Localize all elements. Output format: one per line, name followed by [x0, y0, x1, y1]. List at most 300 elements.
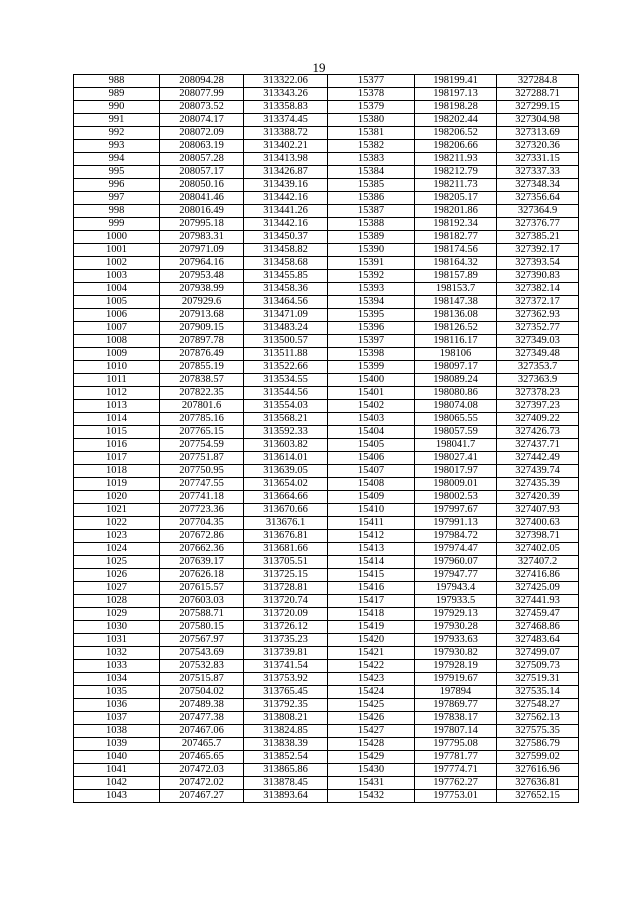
table-row [74, 634, 579, 647]
table-cell: 197930.82 [415, 647, 497, 660]
table-cell: 313388.72 [244, 127, 328, 140]
table-cell: 313726.12 [244, 621, 328, 634]
table-cell: 988 [74, 75, 160, 88]
table-cell: 198206.52 [415, 127, 497, 140]
table-cell: 197943.4 [415, 582, 497, 595]
table-cell: 207472.02 [160, 777, 244, 790]
table-cell: 327416.86 [497, 569, 579, 582]
table-cell: 1031 [74, 634, 160, 647]
table-cell: 207855.19 [160, 361, 244, 374]
table-cell: 198201.86 [415, 205, 497, 218]
table-cell: 198136.08 [415, 309, 497, 322]
table-cell: 327575.35 [497, 725, 579, 738]
table-row [74, 153, 579, 166]
table-cell: 208057.17 [160, 166, 244, 179]
table-cell: 327390.83 [497, 270, 579, 283]
table-row [74, 374, 579, 387]
table-cell: 1020 [74, 491, 160, 504]
table-cell: 207580.15 [160, 621, 244, 634]
table-row [74, 218, 579, 231]
table-cell: 1029 [74, 608, 160, 621]
table-cell: 327353.7 [497, 361, 579, 374]
table-cell: 327535.14 [497, 686, 579, 699]
table-cell: 1004 [74, 283, 160, 296]
table-row [74, 543, 579, 556]
table-cell: 207964.16 [160, 257, 244, 270]
table-cell: 15414 [328, 556, 415, 569]
table-cell: 207801.6 [160, 400, 244, 413]
table-cell: 198211.73 [415, 179, 497, 192]
table-cell: 1032 [74, 647, 160, 660]
table-cell: 313893.64 [244, 790, 328, 803]
table-cell: 327364.9 [497, 205, 579, 218]
table-cell: 15382 [328, 140, 415, 153]
table-cell: 15380 [328, 114, 415, 127]
table-cell: 327392.17 [497, 244, 579, 257]
table-cell: 15407 [328, 465, 415, 478]
table-cell: 313720.09 [244, 608, 328, 621]
table-cell: 313511.88 [244, 348, 328, 361]
table-cell: 198041.7 [415, 439, 497, 452]
table-cell: 15385 [328, 179, 415, 192]
table-cell: 197930.28 [415, 621, 497, 634]
table-cell: 327407.93 [497, 504, 579, 517]
table-cell: 207822.35 [160, 387, 244, 400]
table-cell: 197795.08 [415, 738, 497, 751]
table-cell: 197933.63 [415, 634, 497, 647]
table-cell: 313522.66 [244, 361, 328, 374]
table-cell: 1016 [74, 439, 160, 452]
table-cell: 1037 [74, 712, 160, 725]
table-cell: 15403 [328, 413, 415, 426]
table-cell: 1003 [74, 270, 160, 283]
table-cell: 327376.77 [497, 218, 579, 231]
table-cell: 198116.17 [415, 335, 497, 348]
table-cell: 313441.26 [244, 205, 328, 218]
table-cell: 1041 [74, 764, 160, 777]
table-cell: 989 [74, 88, 160, 101]
table-cell: 197838.17 [415, 712, 497, 725]
table-cell: 327331.15 [497, 153, 579, 166]
table-cell: 313838.39 [244, 738, 328, 751]
table-cell: 1040 [74, 751, 160, 764]
table-cell: 313374.45 [244, 114, 328, 127]
table-cell: 327348.34 [497, 179, 579, 192]
table-cell: 993 [74, 140, 160, 153]
table-cell: 313765.45 [244, 686, 328, 699]
table-cell: 207567.97 [160, 634, 244, 647]
table-row [74, 400, 579, 413]
table-cell: 207983.31 [160, 231, 244, 244]
table-cell: 15391 [328, 257, 415, 270]
table-cell: 15422 [328, 660, 415, 673]
table-cell: 15377 [328, 75, 415, 88]
table-cell: 327442.49 [497, 452, 579, 465]
table-cell: 198009.01 [415, 478, 497, 491]
table-cell: 15392 [328, 270, 415, 283]
table-cell: 313670.66 [244, 504, 328, 517]
table-row [74, 478, 579, 491]
table-cell: 15411 [328, 517, 415, 530]
table-cell: 1023 [74, 530, 160, 543]
table-cell: 995 [74, 166, 160, 179]
table-cell: 327362.93 [497, 309, 579, 322]
table-cell: 208094.28 [160, 75, 244, 88]
table-cell: 198065.55 [415, 413, 497, 426]
table-cell: 313458.82 [244, 244, 328, 257]
table-cell: 327586.79 [497, 738, 579, 751]
table-cell: 313681.66 [244, 543, 328, 556]
table-cell: 207995.18 [160, 218, 244, 231]
table-cell: 15429 [328, 751, 415, 764]
table-cell: 207741.18 [160, 491, 244, 504]
table-cell: 313614.01 [244, 452, 328, 465]
table-cell: 327562.13 [497, 712, 579, 725]
table-cell: 313439.16 [244, 179, 328, 192]
table-cell: 1034 [74, 673, 160, 686]
table-cell: 207532.83 [160, 660, 244, 673]
table-cell: 15378 [328, 88, 415, 101]
table-cell: 327499.07 [497, 647, 579, 660]
table-cell: 207723.36 [160, 504, 244, 517]
table-cell: 207838.57 [160, 374, 244, 387]
table-cell: 313725.15 [244, 569, 328, 582]
table-cell: 992 [74, 127, 160, 140]
table-cell: 313824.85 [244, 725, 328, 738]
table-cell: 207913.68 [160, 309, 244, 322]
table-cell: 1017 [74, 452, 160, 465]
table-cell: 313358.83 [244, 101, 328, 114]
table-cell: 208077.99 [160, 88, 244, 101]
table-cell: 207472.03 [160, 764, 244, 777]
table-cell: 327363.9 [497, 374, 579, 387]
table-cell: 1027 [74, 582, 160, 595]
table-cell: 327393.54 [497, 257, 579, 270]
table-row [74, 361, 579, 374]
table-cell: 197947.77 [415, 569, 497, 582]
table-cell: 327382.14 [497, 283, 579, 296]
table-cell: 15400 [328, 374, 415, 387]
table-cell: 327459.47 [497, 608, 579, 621]
table-row [74, 309, 579, 322]
coordinates-table-body [74, 75, 579, 803]
table-cell: 207929.6 [160, 296, 244, 309]
table-cell: 207953.48 [160, 270, 244, 283]
table-row [74, 114, 579, 127]
table-row [74, 595, 579, 608]
table-cell: 207467.06 [160, 725, 244, 738]
table-cell: 313664.66 [244, 491, 328, 504]
table-cell: 15415 [328, 569, 415, 582]
table-cell: 15386 [328, 192, 415, 205]
table-cell: 313455.85 [244, 270, 328, 283]
table-cell: 313458.68 [244, 257, 328, 270]
table-cell: 313865.86 [244, 764, 328, 777]
table-cell: 327378.23 [497, 387, 579, 400]
table-row [74, 504, 579, 517]
table-cell: 15399 [328, 361, 415, 374]
table-row [74, 413, 579, 426]
table-cell: 1002 [74, 257, 160, 270]
table-row [74, 270, 579, 283]
table-cell: 327397.23 [497, 400, 579, 413]
table-cell: 327299.15 [497, 101, 579, 114]
table-cell: 313705.51 [244, 556, 328, 569]
table-cell: 207465.7 [160, 738, 244, 751]
table-row [74, 101, 579, 114]
table-cell: 1021 [74, 504, 160, 517]
table-cell: 327349.03 [497, 335, 579, 348]
page-number: 19 [312, 60, 326, 75]
table-cell: 327616.96 [497, 764, 579, 777]
table-cell: 327407.2 [497, 556, 579, 569]
table-cell: 327284.8 [497, 75, 579, 88]
table-cell: 198074.08 [415, 400, 497, 413]
table-cell: 207588.71 [160, 608, 244, 621]
table-cell: 15384 [328, 166, 415, 179]
table-cell: 1042 [74, 777, 160, 790]
table-cell: 1005 [74, 296, 160, 309]
table-cell: 197984.72 [415, 530, 497, 543]
table-row [74, 660, 579, 673]
table-cell: 1014 [74, 413, 160, 426]
table-cell: 15394 [328, 296, 415, 309]
table-cell: 198089.24 [415, 374, 497, 387]
table-cell: 198002.53 [415, 491, 497, 504]
table-cell: 207765.15 [160, 426, 244, 439]
table-cell: 198199.41 [415, 75, 497, 88]
table-cell: 15420 [328, 634, 415, 647]
table-cell: 327509.73 [497, 660, 579, 673]
table-row [74, 140, 579, 153]
table-cell: 1024 [74, 543, 160, 556]
table-cell: 198153.7 [415, 283, 497, 296]
table-cell: 327304.98 [497, 114, 579, 127]
table-cell: 313554.03 [244, 400, 328, 413]
table-row [74, 764, 579, 777]
table-cell: 15425 [328, 699, 415, 712]
table-cell: 327439.74 [497, 465, 579, 478]
table-cell: 198206.66 [415, 140, 497, 153]
table-cell: 15427 [328, 725, 415, 738]
table-cell: 327519.31 [497, 673, 579, 686]
table-cell: 207750.95 [160, 465, 244, 478]
table-row [74, 608, 579, 621]
table-cell: 990 [74, 101, 160, 114]
table-row [74, 426, 579, 439]
table-row [74, 530, 579, 543]
table-cell: 327435.39 [497, 478, 579, 491]
table-cell: 313442.16 [244, 218, 328, 231]
table-cell: 1019 [74, 478, 160, 491]
table-cell: 313464.56 [244, 296, 328, 309]
table-cell: 15423 [328, 673, 415, 686]
table-cell: 327398.71 [497, 530, 579, 543]
table-cell: 208074.17 [160, 114, 244, 127]
table-cell: 327636.81 [497, 777, 579, 790]
table-cell: 198157.89 [415, 270, 497, 283]
table-cell: 327548.27 [497, 699, 579, 712]
table-cell: 313450.37 [244, 231, 328, 244]
table-cell: 1010 [74, 361, 160, 374]
table-cell: 208073.52 [160, 101, 244, 114]
table-row [74, 491, 579, 504]
table-cell: 327320.36 [497, 140, 579, 153]
table-cell: 313739.81 [244, 647, 328, 660]
table-row [74, 465, 579, 478]
table-row [74, 335, 579, 348]
table-cell: 313442.16 [244, 192, 328, 205]
table-cell: 327409.22 [497, 413, 579, 426]
table-cell: 313878.45 [244, 777, 328, 790]
table-cell: 207704.35 [160, 517, 244, 530]
table-cell: 207897.78 [160, 335, 244, 348]
table-cell: 15383 [328, 153, 415, 166]
table-cell: 207626.18 [160, 569, 244, 582]
table-cell: 313720.74 [244, 595, 328, 608]
table-cell: 1025 [74, 556, 160, 569]
table-cell: 197928.19 [415, 660, 497, 673]
table-cell: 198164.32 [415, 257, 497, 270]
table-cell: 1028 [74, 595, 160, 608]
table-cell: 198057.59 [415, 426, 497, 439]
table-row [74, 569, 579, 582]
table-cell: 1007 [74, 322, 160, 335]
table-cell: 15409 [328, 491, 415, 504]
table-cell: 313534.55 [244, 374, 328, 387]
table-cell: 15418 [328, 608, 415, 621]
table-cell: 15431 [328, 777, 415, 790]
table-cell: 198197.13 [415, 88, 497, 101]
table-cell: 327468.86 [497, 621, 579, 634]
table-row [74, 257, 579, 270]
table-cell: 198211.93 [415, 153, 497, 166]
table-cell: 15379 [328, 101, 415, 114]
table-cell: 207672.86 [160, 530, 244, 543]
table-row [74, 387, 579, 400]
table-cell: 327288.71 [497, 88, 579, 101]
table-cell: 15412 [328, 530, 415, 543]
table-row [74, 322, 579, 335]
table-cell: 313808.21 [244, 712, 328, 725]
table-cell: 15430 [328, 764, 415, 777]
coordinates-table [73, 74, 579, 803]
table-cell: 15413 [328, 543, 415, 556]
table-cell: 313728.81 [244, 582, 328, 595]
table-row [74, 725, 579, 738]
table-cell: 313500.57 [244, 335, 328, 348]
table-row [74, 777, 579, 790]
table-cell: 327400.63 [497, 517, 579, 530]
table-cell: 207754.59 [160, 439, 244, 452]
table-cell: 1008 [74, 335, 160, 348]
table-cell: 327349.48 [497, 348, 579, 361]
table-cell: 197869.77 [415, 699, 497, 712]
table-cell: 313654.02 [244, 478, 328, 491]
table-cell: 327483.64 [497, 634, 579, 647]
table-row [74, 699, 579, 712]
table-cell: 313471.09 [244, 309, 328, 322]
table-cell: 208050.16 [160, 179, 244, 192]
table-cell: 207662.36 [160, 543, 244, 556]
table-cell: 15397 [328, 335, 415, 348]
table-cell: 197753.01 [415, 790, 497, 803]
table-cell: 313544.56 [244, 387, 328, 400]
table-row [74, 686, 579, 699]
table-row [74, 647, 579, 660]
table-row [74, 205, 579, 218]
table-cell: 15424 [328, 686, 415, 699]
table-cell: 15428 [328, 738, 415, 751]
table-cell: 996 [74, 179, 160, 192]
table-cell: 197991.13 [415, 517, 497, 530]
table-cell: 197919.67 [415, 673, 497, 686]
table-cell: 197762.27 [415, 777, 497, 790]
table-cell: 997 [74, 192, 160, 205]
table-cell: 197929.13 [415, 608, 497, 621]
table-cell: 207543.69 [160, 647, 244, 660]
table-row [74, 751, 579, 764]
table-cell: 15389 [328, 231, 415, 244]
table-cell: 313568.21 [244, 413, 328, 426]
table-cell: 313426.87 [244, 166, 328, 179]
table-row [74, 738, 579, 751]
table-cell: 1033 [74, 660, 160, 673]
table-cell: 207504.02 [160, 686, 244, 699]
table-cell: 15381 [328, 127, 415, 140]
table-cell: 1012 [74, 387, 160, 400]
table-cell: 197894 [415, 686, 497, 699]
table-cell: 15388 [328, 218, 415, 231]
table-cell: 998 [74, 205, 160, 218]
table-row [74, 348, 579, 361]
table-cell: 1026 [74, 569, 160, 582]
table-cell: 208016.49 [160, 205, 244, 218]
table-cell: 15406 [328, 452, 415, 465]
table-cell: 15410 [328, 504, 415, 517]
table-cell: 1013 [74, 400, 160, 413]
table-cell: 1043 [74, 790, 160, 803]
table-cell: 313753.92 [244, 673, 328, 686]
table-cell: 208072.09 [160, 127, 244, 140]
table-cell: 197781.77 [415, 751, 497, 764]
table-cell: 198080.86 [415, 387, 497, 400]
table-cell: 327372.17 [497, 296, 579, 309]
table-cell: 15421 [328, 647, 415, 660]
table-row [74, 283, 579, 296]
table-cell: 313676.1 [244, 517, 328, 530]
table-cell: 207909.15 [160, 322, 244, 335]
table-cell: 15405 [328, 439, 415, 452]
table-cell: 1000 [74, 231, 160, 244]
table-cell: 327425.09 [497, 582, 579, 595]
table-cell: 207477.38 [160, 712, 244, 725]
table-cell: 198027.41 [415, 452, 497, 465]
table-cell: 313852.54 [244, 751, 328, 764]
table-cell: 1001 [74, 244, 160, 257]
table-cell: 313741.54 [244, 660, 328, 673]
table-cell: 198192.34 [415, 218, 497, 231]
table-cell: 327313.69 [497, 127, 579, 140]
table-cell: 208057.28 [160, 153, 244, 166]
table-cell: 1035 [74, 686, 160, 699]
table-row [74, 166, 579, 179]
table-cell: 198017.97 [415, 465, 497, 478]
table-cell: 327420.39 [497, 491, 579, 504]
table-cell: 207467.27 [160, 790, 244, 803]
table-cell: 198202.44 [415, 114, 497, 127]
table-cell: 207465.65 [160, 751, 244, 764]
